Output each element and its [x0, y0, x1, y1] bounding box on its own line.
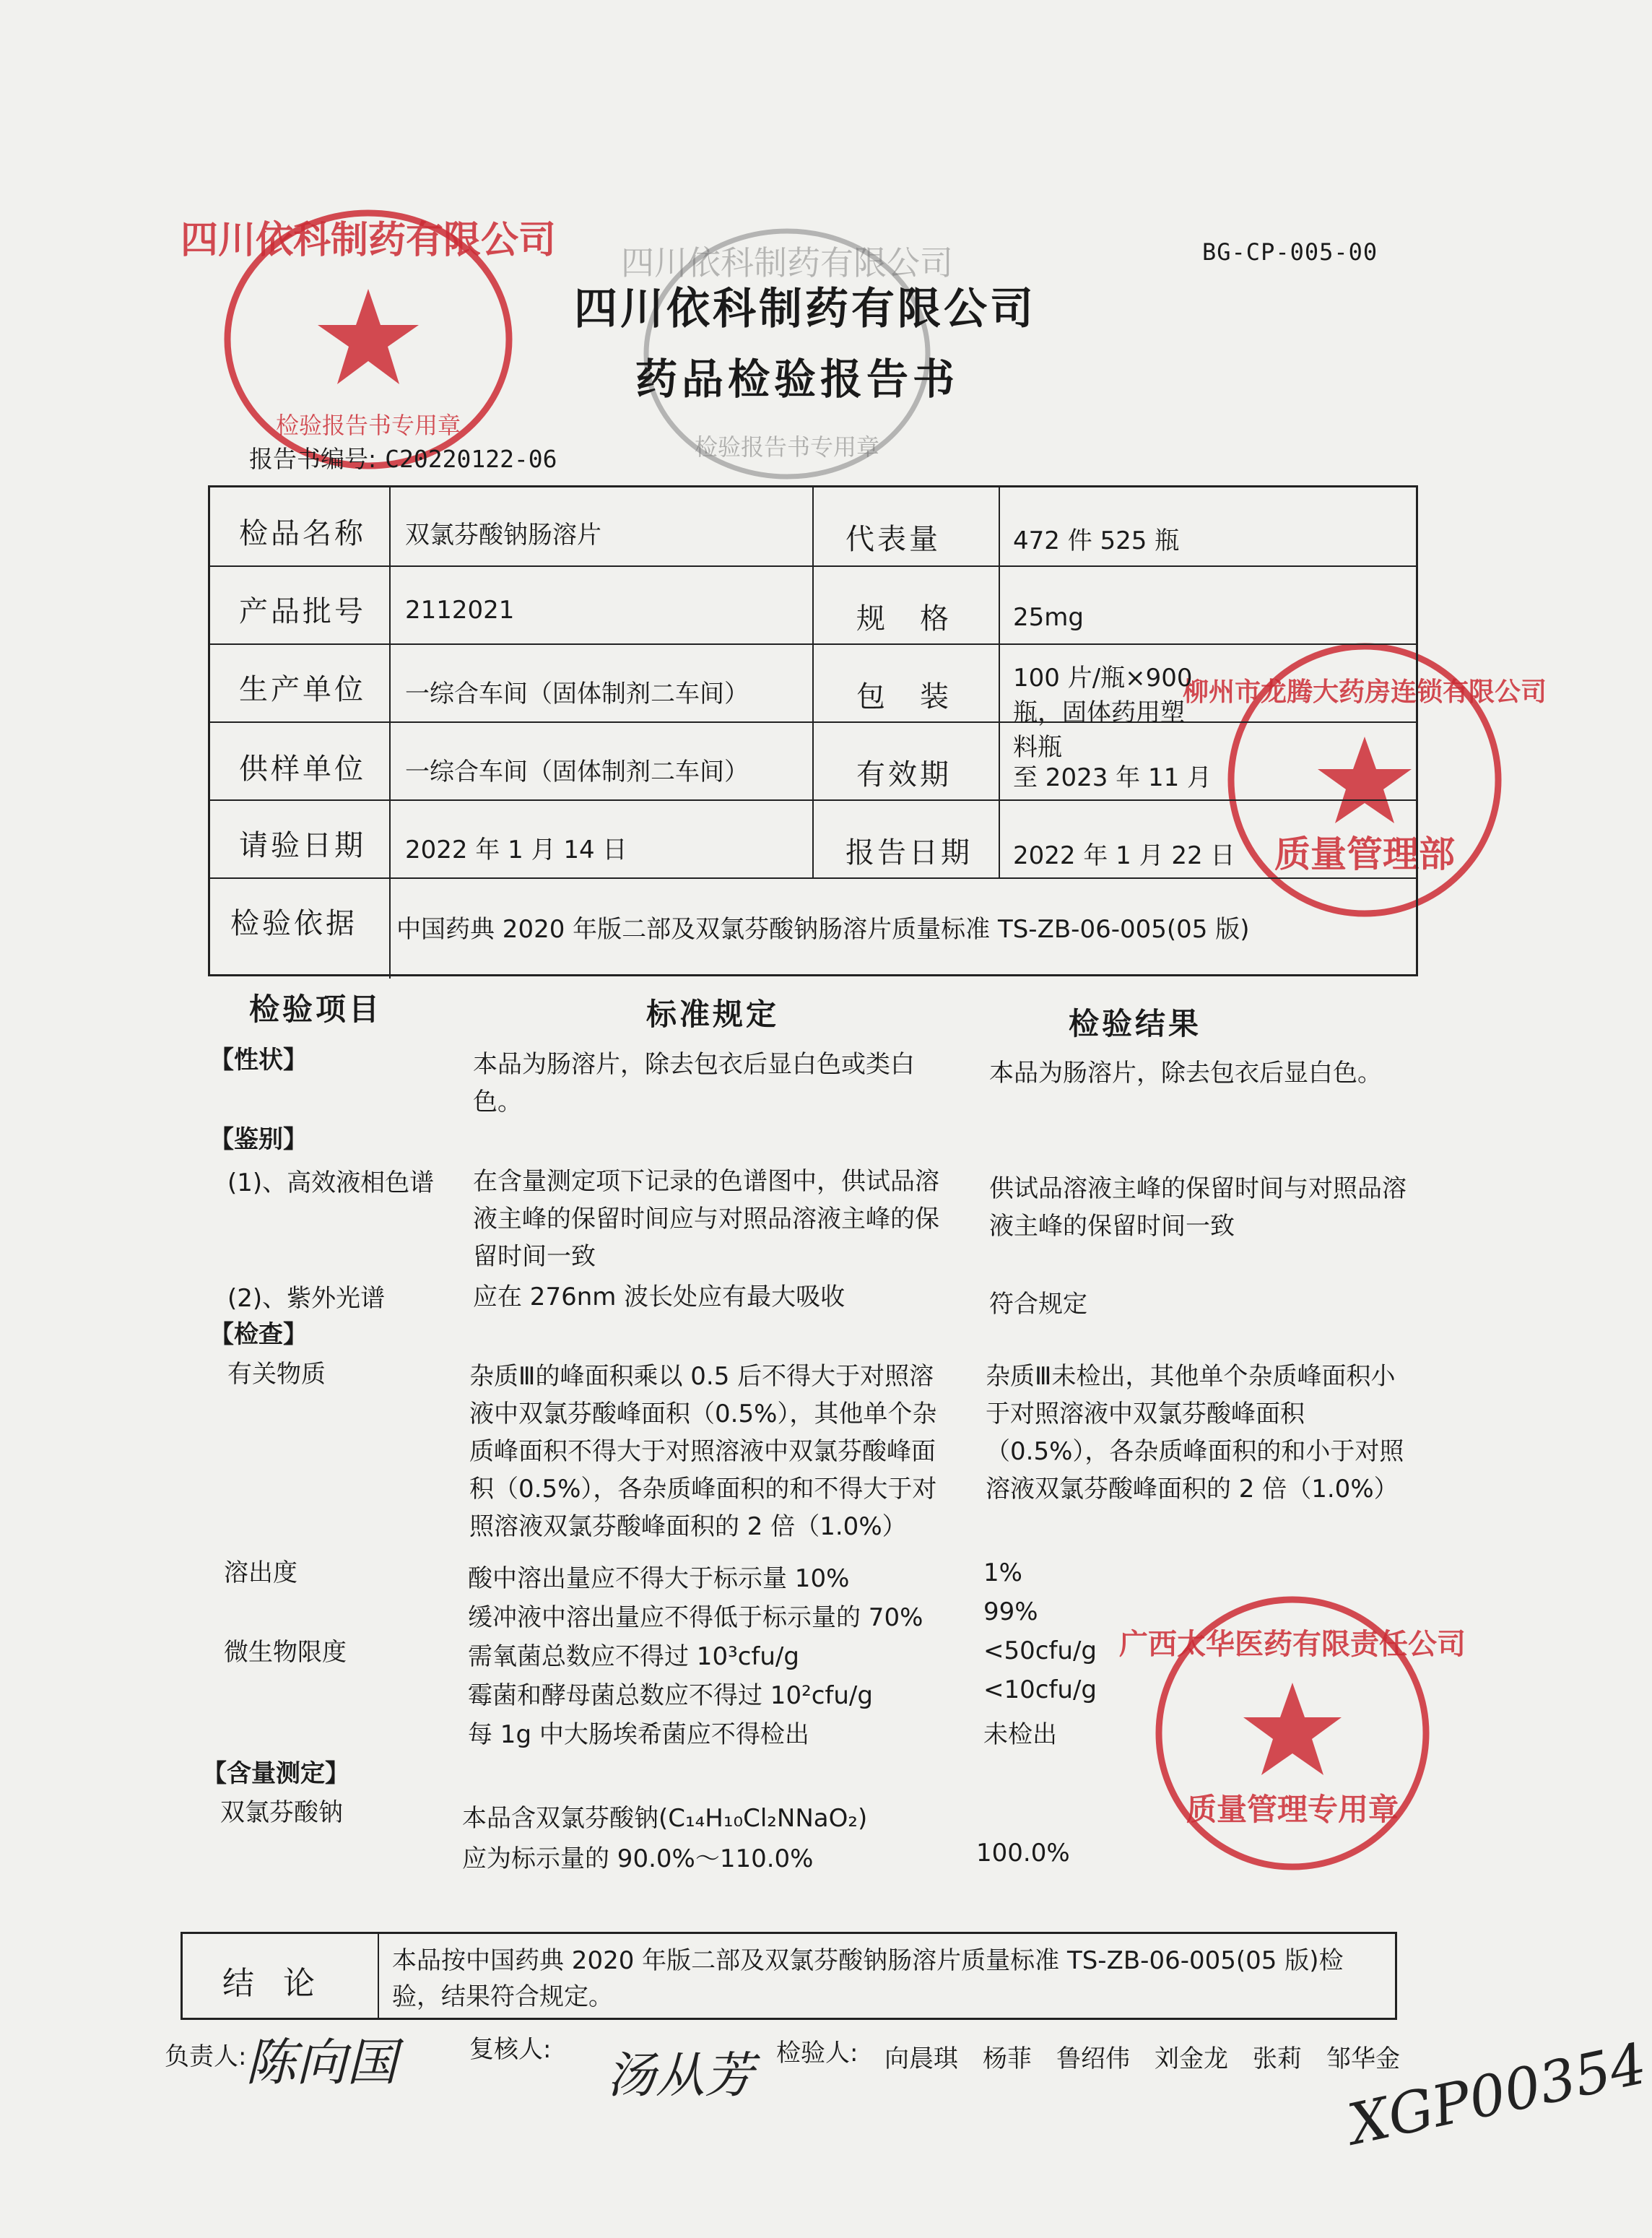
reviewer-label: 复核人: [469, 2035, 552, 2064]
column-result: 检验结果 [1069, 1006, 1202, 1041]
document-code: BG-CP-005-00 [1202, 238, 1378, 266]
report-number-label: 报告书编号: [249, 445, 377, 473]
section-appearance: 【性状】 [209, 1046, 308, 1075]
conclusion-label: 结论 [222, 1965, 344, 2002]
uv-result: 符合规定 [989, 1290, 1087, 1319]
handwritten-archive-code: XGP00354 [1343, 2031, 1652, 2159]
spec-label: 规 格 [856, 602, 952, 636]
column-item: 检验项目 [249, 992, 383, 1027]
basis-label: 检验依据 [230, 907, 357, 940]
column-standard: 标准规定 [646, 997, 780, 1032]
basis-value: 中国药典 2020 年版二部及双氯芬酸钠肠溶片质量标准 TS-ZB-06-005(05 版) [396, 915, 1250, 944]
microbial-limit-item: 微生物限度 [224, 1638, 347, 1667]
dissolution-result-buffer: 99% [983, 1597, 1038, 1626]
report-date-value: 2022 年 1 月 22 日 [1013, 841, 1235, 870]
document-title: 药品检验报告书 [635, 355, 960, 404]
producer-label: 生产单位 [239, 673, 366, 706]
inspector-label: 检验人: [776, 2039, 858, 2068]
dissolution-standard-buffer: 缓冲液中溶出量应不得低于标示量的 70% [468, 1603, 923, 1632]
svg-text:四川依科制药有限公司: 四川依科制药有限公司 [621, 243, 953, 282]
dissolution-standard-acid: 酸中溶出量应不得大于标示量 10% [468, 1564, 850, 1593]
responsible-label: 负责人: [165, 2042, 247, 2071]
batch-value: 2112021 [405, 596, 515, 625]
spec-value: 25mg [1013, 603, 1084, 632]
hplc-standard: 在含量测定项下记录的色谱图中，供试品溶液主峰的保留时间应与对照品溶液主峰的保留时间一致 [473, 1167, 939, 1271]
microbial-aerobic-standard: 需氧菌总数应不得过 10³cfu/g [468, 1642, 799, 1671]
expiry-value: 至 2023 年 11 月 [1013, 763, 1212, 792]
uv-item: (2)、紫外光谱 [227, 1284, 386, 1313]
responsible-signature: 陈向国 [245, 2033, 397, 2092]
microbial-mold-result: <10cfu/g [983, 1675, 1097, 1704]
assay-standard-formula: 本品含双氯芬酸钠(C₁₄H₁₀Cl₂NNaO₂) [462, 1804, 868, 1833]
svg-text:柳州市龙腾大药房连锁有限公司: 柳州市龙腾大药房连锁有限公司 [1182, 677, 1547, 707]
expiry-label: 有效期 [856, 758, 952, 791]
quantity-label: 代表量 [845, 523, 941, 556]
microbial-mold-standard: 霉菌和酵母菌总数应不得过 10²cfu/g [468, 1681, 873, 1710]
request-date-label: 请验日期 [239, 829, 366, 862]
svg-text:广西太华医药有限责任公司: 广西太华医药有限责任公司 [1119, 1628, 1466, 1661]
assay-standard-range: 应为标示量的 90.0%～110.0% [462, 1844, 814, 1873]
company-name: 四川依科制药有限公司 [574, 284, 1036, 334]
dissolution-item: 溶出度 [224, 1558, 297, 1587]
hplc-result: 供试品溶液主峰的保留时间与对照品溶液主峰的保留时间一致 [989, 1174, 1407, 1241]
supplier-label: 供样单位 [239, 752, 366, 786]
quantity-value: 472 件 525 瓶 [1013, 526, 1180, 555]
seal-company-red [180, 202, 557, 477]
package-value: 100 片/瓶×900 瓶，固体药用塑料瓶 [1013, 664, 1193, 762]
product-name-label: 检品名称 [239, 517, 366, 550]
producer-value: 一综合车间（固体制剂二车间） [405, 680, 749, 708]
section-assay: 【含量测定】 [202, 1759, 349, 1788]
svg-text:检验报告书专用章: 检验报告书专用章 [275, 412, 461, 439]
request-date-value: 2022 年 1 月 14 日 [405, 836, 627, 864]
related-substances-item: 有关物质 [227, 1360, 326, 1389]
seal-taihua-pharma [1119, 1589, 1466, 1878]
microbial-ecoli-standard: 每 1g 中大肠埃希菌应不得检出 [468, 1720, 809, 1749]
svg-text:质量管理专用章: 质量管理专用章 [1186, 1792, 1399, 1827]
assay-result: 100.0% [976, 1839, 1070, 1868]
section-identification: 【鉴别】 [209, 1125, 308, 1154]
batch-label: 产品批号 [239, 595, 366, 628]
section-check: 【检查】 [209, 1320, 308, 1349]
assay-item: 双氯芬酸钠 [220, 1798, 343, 1827]
svg-text:四川依科制药有限公司: 四川依科制药有限公司 [180, 219, 557, 262]
conclusion-text: 本品按中国药典 2020 年版二部及双氯芬酸钠肠溶片质量标准 TS-ZB-06-005(05 版)检验，结果符合规定。 [392, 1946, 1344, 2011]
inspector-names: 向晨琪 杨菲 鲁绍伟 刘金龙 张莉 邹华金 [884, 2044, 1400, 2073]
report-number [249, 441, 557, 474]
product-info-table [208, 485, 1418, 976]
uv-standard: 应在 276nm 波长处应有最大吸收 [473, 1283, 845, 1311]
conclusion-box [181, 1932, 1397, 2020]
dissolution-result-acid: 1% [983, 1558, 1022, 1587]
appearance-result: 本品为肠溶片，除去包衣后显白色。 [989, 1059, 1382, 1088]
svg-text:检验报告书专用章: 检验报告书专用章 [694, 433, 880, 461]
reviewer-signature: 汤从芳 [607, 2047, 755, 2104]
package-label: 包 装 [856, 680, 952, 714]
supplier-value: 一综合车间（固体制剂二车间） [405, 758, 749, 786]
product-name-value: 双氯芬酸钠肠溶片 [405, 521, 601, 550]
svg-text:质量管理部: 质量管理部 [1274, 833, 1455, 875]
report-number-value: C20220122-06 [385, 445, 557, 473]
appearance-standard: 本品为肠溶片，除去包衣后显白色或类白色。 [473, 1050, 915, 1116]
microbial-ecoli-result: 未检出 [983, 1720, 1057, 1749]
report-date-label: 报告日期 [845, 836, 973, 869]
related-substances-result: 杂质Ⅲ未检出，其他单个杂质峰面积小于对照溶液中双氯芬酸峰面积（0.5%），各杂质峰面积的和小于对照溶液双氯芬酸峰面积的 2 倍（1.0%） [986, 1362, 1404, 1504]
related-substances-standard: 杂质Ⅲ的峰面积乘以 0.5 后不得大于对照溶液中双氯芬酸峰面积（0.5%），其他单个杂质峰面积不得大于对照溶液中双氯芬酸峰面积（0.5%），各杂质峰面积的和不得大于对照溶液双氯芬酸峰面积的 2 倍（1.0%） [469, 1362, 937, 1541]
microbial-aerobic-result: <50cfu/g [983, 1636, 1097, 1665]
hplc-item: (1)、高效液相色谱 [227, 1168, 435, 1197]
